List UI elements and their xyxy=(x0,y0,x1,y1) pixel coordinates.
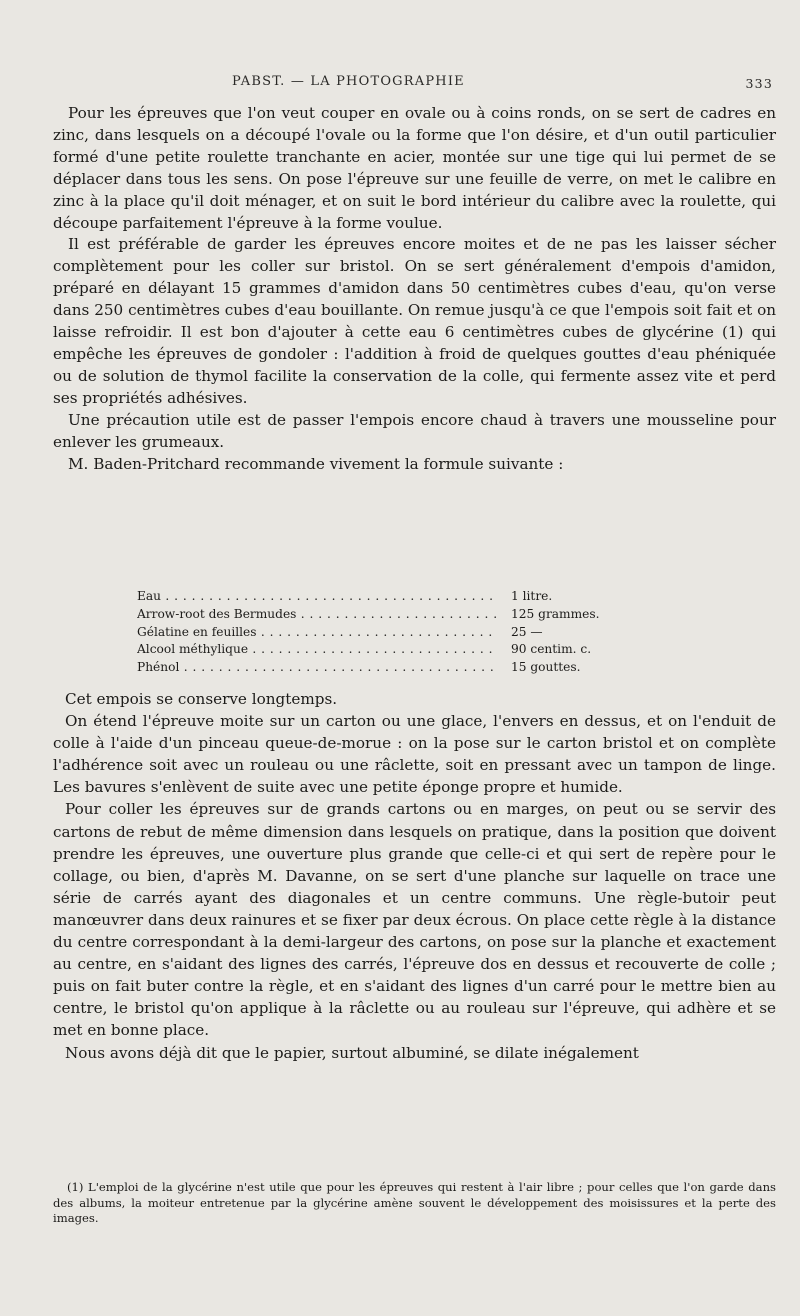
page-header xyxy=(0,72,800,94)
body-text-top xyxy=(53,103,776,475)
recipe-row xyxy=(123,606,623,624)
paragraph: On étend l'épreuve moite sur un carton ou une glace, l'envers en dessus, et on l'enduit de colle à l'aide d'un pinceau queue-de-morue : on la pose sur le carton bristol et on complète l'adhérence soit avec un rouleau ou une râclette, soit en pressant avec un tampon de linge. Les bavures s'enlèvent de suite avec une petite éponge propre et humide. xyxy=(53,712,776,797)
recipe-ingredient: Gélatine en feuilles . . . xyxy=(137,624,497,642)
recipe-quantity: 1 litre. xyxy=(509,588,552,606)
recipe-row xyxy=(123,641,623,659)
recipe-ingredient: Arrow-root des Bermudes . . . xyxy=(137,606,497,624)
paragraph: M. Baden-Pritchard recommande vivement la formule suivante : xyxy=(68,454,564,473)
footnote-text: L'emploi de la glycérine n'est utile que pour les épreuves qui restent à l'air libre ; pour celles que l'on garde dans des albums, la moiteur entretenue par la glycérine amène souvent le développement des moisissures et la perte des images. xyxy=(53,1180,776,1225)
recipe-ingredient: Eau . . . xyxy=(137,588,497,606)
recipe-row xyxy=(123,659,623,677)
recipe-ingredient: Alcool méthylique . . . xyxy=(137,641,497,659)
recipe-row xyxy=(123,588,623,606)
recipe-row xyxy=(123,624,623,642)
paragraph: Pour coller les épreuves sur de grands cartons ou en marges, on peut ou se servir des cartons de rebut de même dimension dans lesquels on pratique, dans la position que doivent prendre les épreuves, une ouverture plus grande que celle-ci et qui sert de repère pour le collage, ou bien, d'après M. Davanne, on se sert d'une planche sur laquelle on trace une série de carrés ayant des diagonales et un centre communs. Une règle-butoir peut manœuvrer dans deux rainures et se fixer par deux écrous. On place cette règle à la distance du centre correspondant à la demi-largeur des cartons, on pose sur la planche et exactement au centre, en s'aidant des lignes des carrés, l'épreuve dos en dessus et recouverte de colle ; puis on fait buter contre la règle, et en s'aidant des lignes d'un carré pour le mettre bien au centre, le bristol qu'on applique à la râclette ou au rouleau sur l'épreuve, qui adhère et se met en bonne place. xyxy=(53,800,776,1040)
recipe-ingredient: Phénol . . . xyxy=(137,659,497,677)
paragraph: Nous avons déjà dit que le papier, surtout albuminé, se dilate inégalement xyxy=(65,1043,639,1062)
recipe-quantity: 15 gouttes. xyxy=(509,659,581,677)
paragraph: Il est préférable de garder les épreuves encore moites et de ne pas les laisser sécher complètement pour les coller sur bristol. On se sert généralement d'empois d'amidon, préparé en délayant 15 grammes d'amidon dans 50 centimètres cubes d'eau, qu'on verse dans 250 centimètres cubes d'eau bouillante. On remue jusqu'à ce que l'empois soit fait et on laisse refroidir. Il est bon d'ajouter à cette eau 6 centimètres cubes de glycérine (1) qui empêche les épreuves de gondoler : l'addition à froid de quelques gouttes d'eau phéniquée ou de solution de thymol facilite la conservation de la colle, qui fermente assez vite et perd ses propriétés adhésives. xyxy=(53,235,776,407)
recipe-table xyxy=(123,588,623,677)
running-head: PABST. — LA PHOTOGRAPHIE xyxy=(232,74,465,89)
paragraph: Cet empois se conserve longtemps. xyxy=(65,690,338,708)
recipe-quantity: 125 grammes. xyxy=(509,606,599,624)
recipe-quantity: 90 centim. c. xyxy=(509,641,591,659)
footnote xyxy=(53,1180,776,1227)
paragraph: Une précaution utile est de passer l'empois encore chaud à travers une mousseline pour enlever les grumeaux. xyxy=(53,410,776,451)
page-number: 333 xyxy=(745,76,773,91)
footnote-mark: (1) xyxy=(67,1180,84,1194)
recipe-quantity: 25 — xyxy=(509,624,543,642)
paragraph: Pour les épreuves que l'on veut couper en ovale ou à coins ronds, on se sert de cadres en zinc, dans lesquels on a découpé l'ovale ou la forme que l'on désire, et d'un outil particulier formé d'une petite roulette tranchante en acier, montée sur une tige qui lui permet de se déplacer dans tous les sens. On pose l'épreuve sur une feuille de verre, on met le calibre en zinc à la place qu'il doit ménager, et on suit le bord intérieur du calibre avec la roulette, qui découpe parfaitement l'épreuve à la forme voulue. xyxy=(53,104,776,232)
body-text-bottom xyxy=(53,688,776,1064)
